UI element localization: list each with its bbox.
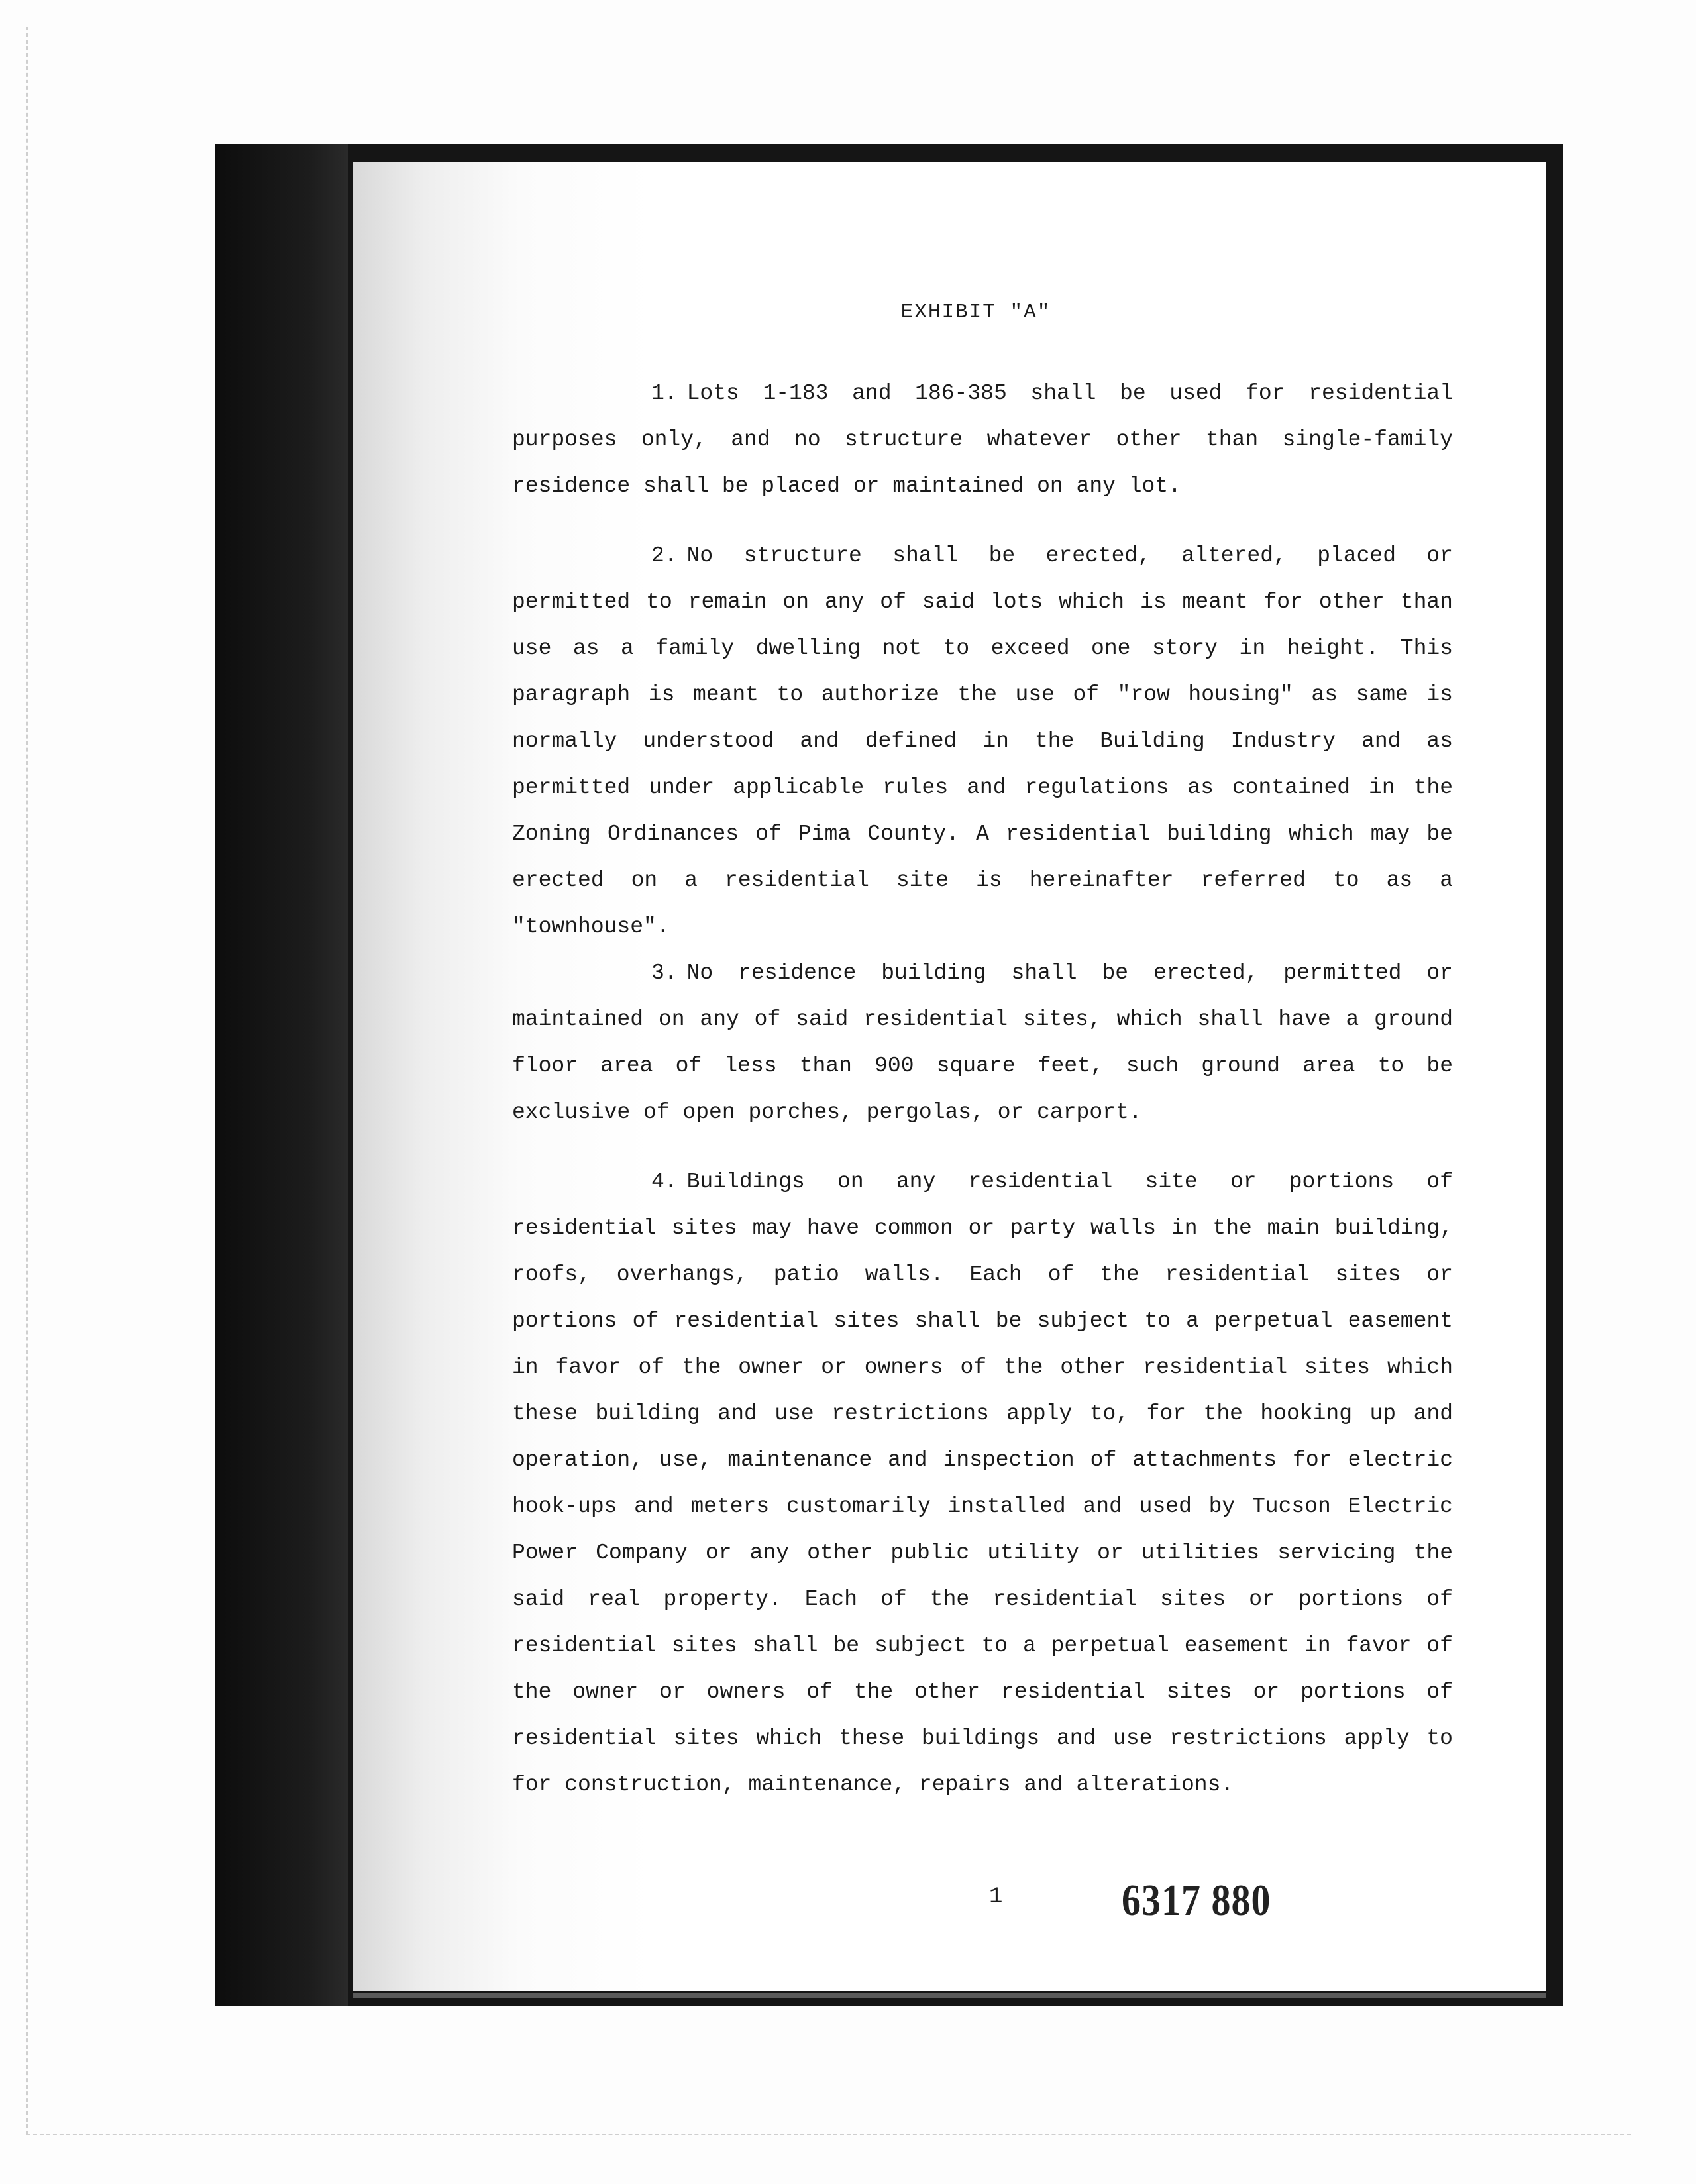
paper-bottom-edge — [353, 1993, 1546, 1998]
photocopy-frame — [215, 144, 1564, 2006]
clause-text: No structure shall be erected, altered, placed or permitted to remain on any of said lots which is meant for other than use as a family dwelling not to exceed one story in height. This paragraph is meant to authorize the use of "row housing" as same is normally understood and defined in the Building Industry and as permitted under applicable rules and regulations as contained in the Zoning Ordinances of Pima County. A residential building which may be erected on a residential site is hereinafter referred to as a "townhouse". — [512, 543, 1453, 939]
dark-scan-margin — [215, 144, 348, 2006]
exhibit-title: EXHIBIT "A" — [900, 301, 1051, 324]
clause-number: 4. — [651, 1170, 678, 1194]
clause-2 — [512, 533, 1453, 950]
clause-text: Buildings on any residential site or portions of residential sites may have common or party walls in the main building, roofs, overhangs, patio walls. Each of the residential sites or portions of residential sites shall be subject to a perpetual easement in favor of the owner or owners of the other residential sites which these building and use restrictions apply to, for the hooking up and operation, use, maintenance and inspection of attachments for electric hook-ups and meters customarily installed and used by Tucson Electric Power Company or any other public utility or utilities servicing the said real property. Each of the residential sites or portions of residential sites shall be subject to a perpetual easement in favor of the owner or owners of the other residential sites or portions of residential sites which these buildings and use restrictions apply to for construction, maintenance, repairs and alterations. — [512, 1170, 1453, 1797]
clause-3 — [512, 950, 1453, 1136]
clause-number: 1. — [651, 381, 678, 406]
clause-text: Lots 1-183 and 186-385 shall be used for residential purposes only, and no structure whatever other than single-family residence shall be placed or maintained on any lot. — [512, 381, 1453, 498]
page-number: 1 — [989, 1884, 1003, 1910]
clause-text: No residence building shall be erected, permitted or maintained on any of said residential sites, which shall have a ground floor area of less than 900 square feet, such ground area to be exclusive of open porches, pergolas, or carport. — [512, 961, 1453, 1124]
clause-1 — [512, 370, 1453, 510]
document-paper — [353, 162, 1546, 1991]
clause-4 — [512, 1159, 1453, 1808]
clause-number: 2. — [651, 543, 678, 568]
clause-number: 3. — [651, 961, 678, 985]
recording-stamp: 6317 880 — [1122, 1875, 1271, 1925]
